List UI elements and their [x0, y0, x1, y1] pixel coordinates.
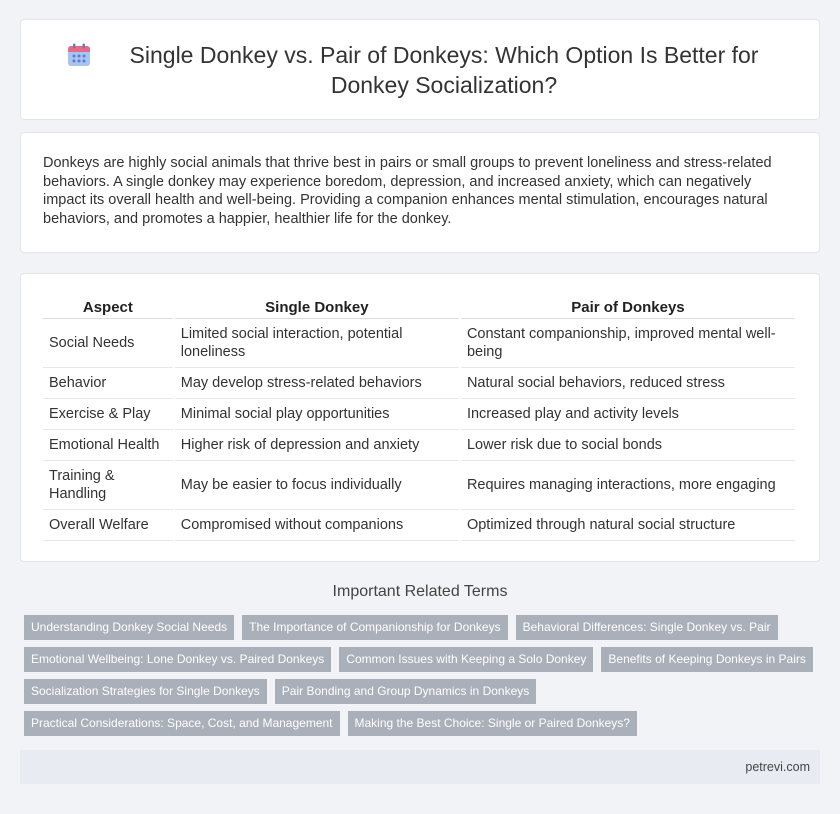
related-terms-title: Important Related Terms	[332, 583, 508, 600]
cell-aspect: Overall Welfare	[43, 510, 173, 541]
cell-single: Minimal social play opportunities	[175, 399, 459, 430]
page-title: Single Donkey vs. Pair of Donkeys: Which Option Is Better for Donkey Socialization?	[129, 41, 759, 98]
cell-aspect: Behavior	[43, 368, 173, 399]
cell-pair: Optimized through natural social structure	[461, 510, 795, 541]
related-term-tag[interactable]: Emotional Wellbeing: Lone Donkey vs. Paired Donkeys	[24, 647, 331, 672]
header-single-donkey: Single Donkey	[175, 296, 459, 319]
intro-paragraph: Donkeys are highly social animals that thrive best in pairs or small groups to prevent loneliness and stress-related behaviors. A single donkey may experience boredom, depression, and increased anxiety, which can negatively impact its overall health and well-being. Providing a companion enhances mental stimulation, encourages natural behaviors, and promotes a happier, healthier life for the donkey.	[43, 155, 772, 227]
related-term-tag[interactable]: Understanding Donkey Social Needs	[24, 615, 234, 640]
footer	[20, 750, 820, 784]
cell-aspect: Exercise & Play	[43, 399, 173, 430]
cell-single: Limited social interaction, potential loneliness	[175, 319, 459, 368]
related-term-tag[interactable]: Practical Considerations: Space, Cost, and Management	[24, 711, 340, 736]
table-row	[43, 510, 795, 541]
table-header-row	[43, 296, 795, 319]
related-terms-list	[24, 615, 824, 736]
related-term-tag[interactable]: The Importance of Companionship for Donkeys	[242, 615, 507, 640]
comparison-table	[41, 296, 797, 541]
calendar-icon	[66, 42, 92, 68]
related-term-tag[interactable]: Pair Bonding and Group Dynamics in Donkeys	[275, 679, 536, 704]
cell-single: May be easier to focus individually	[175, 461, 459, 510]
table-row	[43, 430, 795, 461]
table-row	[43, 368, 795, 399]
related-term-tag[interactable]: Making the Best Choice: Single or Paired Donkeys?	[348, 711, 637, 736]
cell-single: May develop stress-related behaviors	[175, 368, 459, 399]
header-card	[20, 19, 820, 120]
related-term-tag[interactable]: Socialization Strategies for Single Donkeys	[24, 679, 267, 704]
table-row	[43, 319, 795, 368]
cell-pair: Constant companionship, improved mental well-being	[461, 319, 795, 368]
intro-card	[20, 132, 820, 253]
cell-pair: Requires managing interactions, more engaging	[461, 461, 795, 510]
cell-aspect: Training & Handling	[43, 461, 173, 510]
header-pair-of-donkeys: Pair of Donkeys	[461, 296, 795, 319]
comparison-card	[20, 273, 820, 562]
cell-single: Higher risk of depression and anxiety	[175, 430, 459, 461]
header-aspect: Aspect	[43, 296, 173, 319]
cell-aspect: Social Needs	[43, 319, 173, 368]
title-row	[66, 40, 774, 100]
cell-pair: Increased play and activity levels	[461, 399, 795, 430]
footer-site-link[interactable]: petrevi.com	[745, 760, 810, 774]
table-row	[43, 461, 795, 510]
cell-pair: Lower risk due to social bonds	[461, 430, 795, 461]
related-term-tag[interactable]: Behavioral Differences: Single Donkey vs. Pair	[516, 615, 778, 640]
cell-pair: Natural social behaviors, reduced stress	[461, 368, 795, 399]
related-term-tag[interactable]: Benefits of Keeping Donkeys in Pairs	[601, 647, 812, 672]
table-row	[43, 399, 795, 430]
related-term-tag[interactable]: Common Issues with Keeping a Solo Donkey	[339, 647, 593, 672]
cell-single: Compromised without companions	[175, 510, 459, 541]
cell-aspect: Emotional Health	[43, 430, 173, 461]
